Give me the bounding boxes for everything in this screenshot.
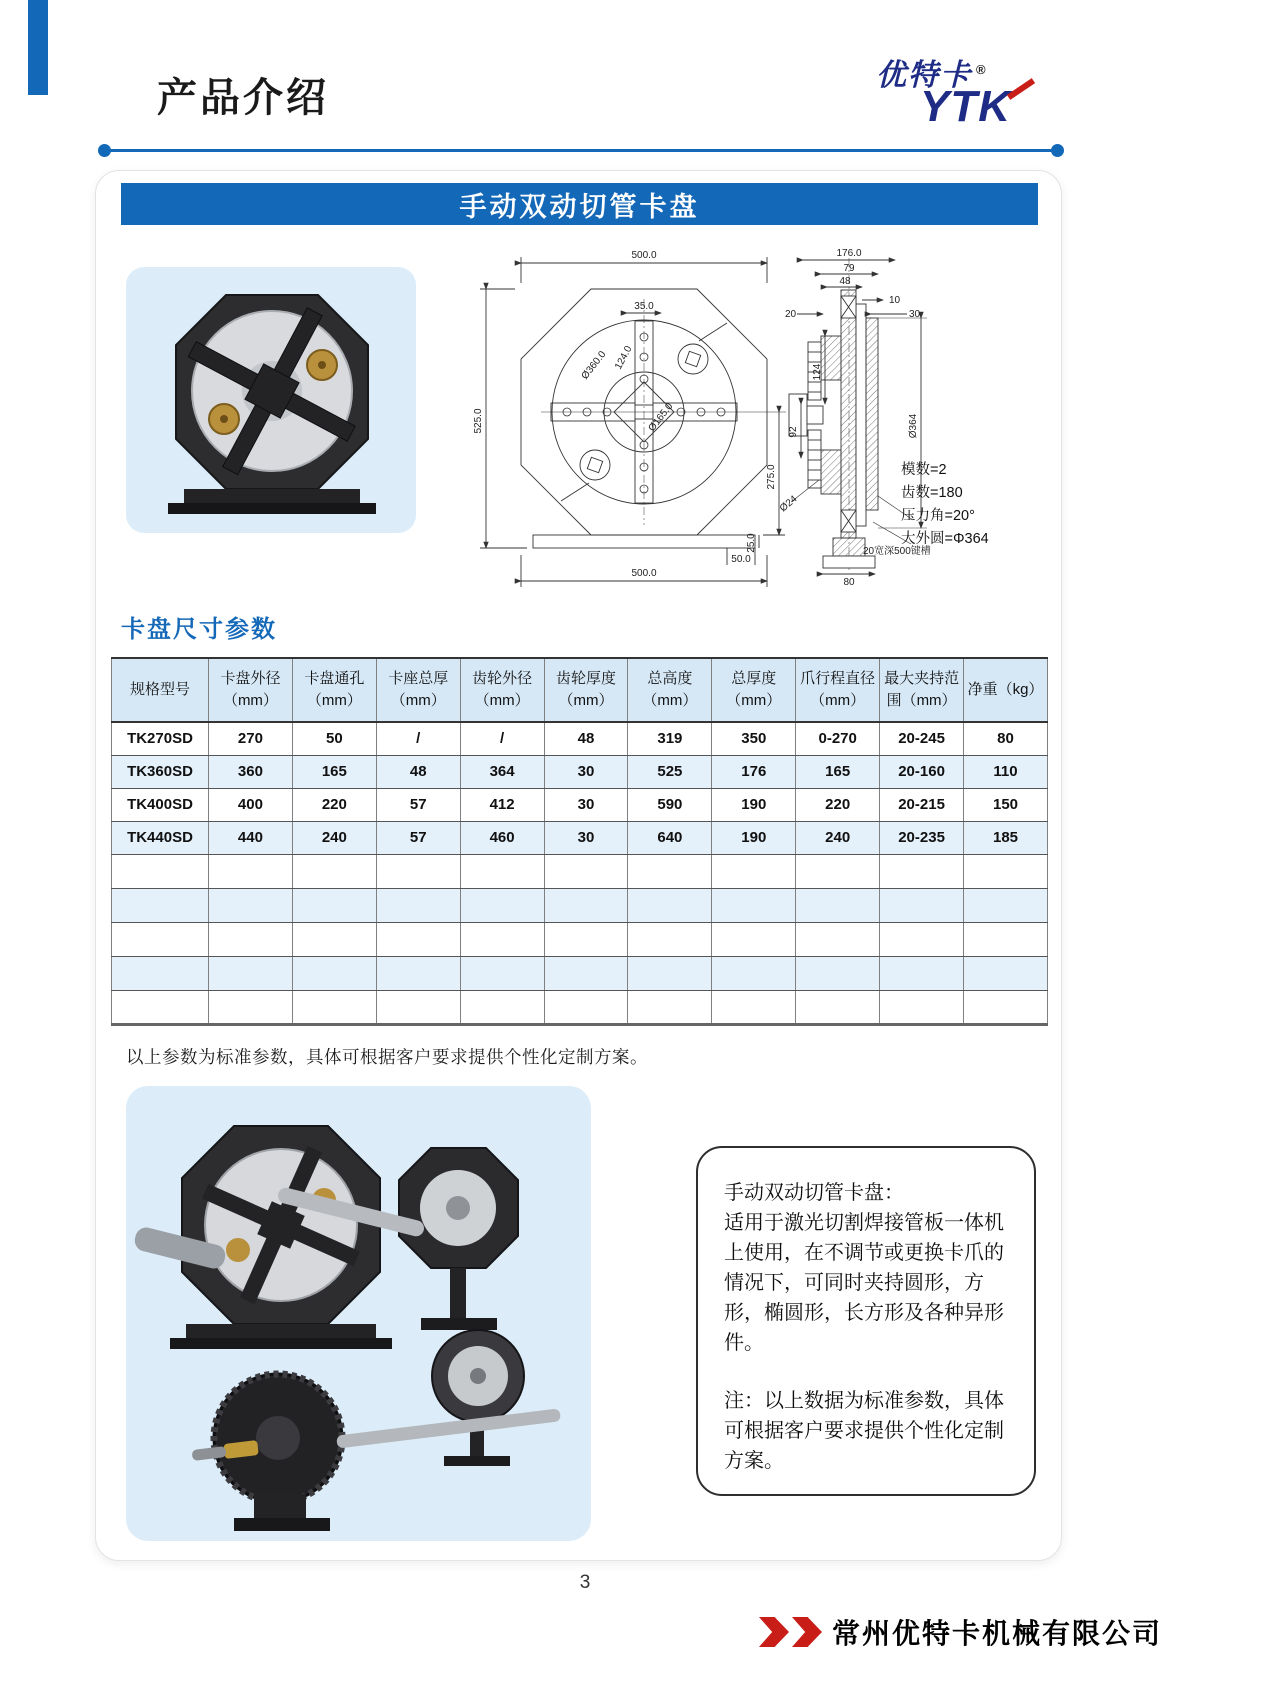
table-cell: TK360SD: [112, 755, 209, 788]
empty-cell: [112, 956, 209, 990]
column-header: 规格型号: [112, 658, 209, 722]
table-cell: 364: [460, 755, 544, 788]
table-cell: 50: [292, 722, 376, 755]
svg-text:124: 124: [812, 363, 823, 381]
empty-cell: [796, 956, 880, 990]
empty-cell: [880, 956, 964, 990]
table-cell: TK440SD: [112, 821, 209, 854]
empty-row: [112, 956, 1048, 990]
svg-text:压力角=20°: 压力角=20°: [901, 508, 975, 524]
empty-cell: [460, 888, 544, 922]
brand-name-en: YTK: [920, 82, 1030, 132]
empty-cell: [880, 888, 964, 922]
empty-cell: [712, 854, 796, 888]
empty-cell: [376, 888, 460, 922]
assembly-illustration: [126, 1086, 591, 1541]
empty-cell: [376, 922, 460, 956]
description-note: 注：以上数据为标准参数，具体可根据客户要求提供个性化定制方案。: [724, 1390, 1004, 1472]
empty-cell: [209, 888, 293, 922]
svg-text:79: 79: [843, 263, 855, 274]
table-cell: /: [376, 722, 460, 755]
empty-cell: [712, 922, 796, 956]
empty-cell: [712, 888, 796, 922]
spec-table-body: [112, 722, 1048, 1024]
svg-text:30: 30: [909, 309, 921, 320]
table-cell: 640: [628, 821, 712, 854]
svg-text:齿数=180: 齿数=180: [901, 485, 963, 501]
empty-cell: [712, 990, 796, 1024]
svg-text:80: 80: [843, 577, 855, 588]
empty-cell: [544, 922, 628, 956]
table-cell: 190: [712, 821, 796, 854]
company-name: 常州优特卡机械有限公司: [831, 1618, 1162, 1649]
svg-text:10: 10: [889, 295, 901, 306]
empty-cell: [460, 854, 544, 888]
empty-row: [112, 854, 1048, 888]
empty-cell: [292, 888, 376, 922]
empty-cell: [292, 854, 376, 888]
svg-text:50.0: 50.0: [731, 554, 751, 565]
empty-cell: [112, 888, 209, 922]
svg-text:35.0: 35.0: [634, 301, 654, 312]
empty-row: [112, 888, 1048, 922]
divider-dot-left: [98, 144, 111, 157]
empty-cell: [292, 956, 376, 990]
svg-text:大外圆=Φ364: 大外圆=Φ364: [901, 531, 989, 547]
svg-text:Ø165.0: Ø165.0: [646, 401, 676, 434]
table-cell: 220: [796, 788, 880, 821]
svg-text:20: 20: [785, 309, 797, 320]
table-cell: 57: [376, 788, 460, 821]
table-cell: 110: [964, 755, 1048, 788]
table-cell: 20-245: [880, 722, 964, 755]
empty-cell: [880, 854, 964, 888]
svg-text:模数=2: 模数=2: [901, 462, 947, 478]
table-cell: 30: [544, 821, 628, 854]
spec-table: [111, 657, 1048, 1026]
table-cell: 48: [376, 755, 460, 788]
spec-table-header-row: [112, 658, 1048, 722]
empty-cell: [209, 956, 293, 990]
empty-cell: [628, 888, 712, 922]
table-cell: 270: [209, 722, 293, 755]
empty-cell: [292, 990, 376, 1024]
table-cell: 165: [796, 755, 880, 788]
table-cell: 185: [964, 821, 1048, 854]
table-row: [112, 821, 1048, 854]
svg-text:Ø24: Ø24: [777, 493, 800, 515]
empty-cell: [544, 888, 628, 922]
empty-cell: [796, 922, 880, 956]
table-cell: 48: [544, 722, 628, 755]
column-header: 净重（kg）: [964, 658, 1048, 722]
product-photo-assembly: [126, 1086, 591, 1541]
section-title: 卡盘尺寸参数: [121, 616, 277, 643]
table-cell: 525: [628, 755, 712, 788]
double-chevron-icon: [759, 1617, 822, 1647]
empty-cell: [964, 990, 1048, 1024]
description-title: 手动双动切管卡盘：: [724, 1182, 904, 1204]
table-cell: 20-235: [880, 821, 964, 854]
empty-cell: [796, 990, 880, 1024]
empty-cell: [964, 922, 1048, 956]
table-cell: 350: [712, 722, 796, 755]
table-cell: 30: [544, 788, 628, 821]
empty-cell: [376, 854, 460, 888]
table-cell: 319: [628, 722, 712, 755]
content-card: [95, 170, 1062, 1561]
svg-text:Ø364: Ø364: [908, 413, 919, 439]
chuck-photo-illustration: [126, 267, 416, 533]
description-body: 适用于激光切割焊接管板一体机上使用，在不调节或更换卡爪的情况下，可同时夹持圆形，方形，椭圆形，长方形及各种异形件。: [724, 1212, 1004, 1354]
column-header: 齿轮外径（mm）: [460, 658, 544, 722]
page-number: 3: [579, 1572, 591, 1593]
empty-cell: [628, 990, 712, 1024]
table-note: 以上参数为标准参数，具体可根据客户要求提供个性化定制方案。: [126, 1047, 648, 1067]
svg-text:20宽深500键槽: 20宽深500键槽: [863, 546, 931, 557]
table-cell: 440: [209, 821, 293, 854]
empty-row: [112, 990, 1048, 1024]
table-cell: 30: [544, 755, 628, 788]
table-cell: 220: [292, 788, 376, 821]
column-header: 卡座总厚（mm）: [376, 658, 460, 722]
empty-cell: [209, 990, 293, 1024]
empty-cell: [964, 888, 1048, 922]
svg-text:176.0: 176.0: [836, 248, 862, 259]
svg-text:48: 48: [839, 276, 851, 287]
table-row: [112, 722, 1048, 755]
empty-cell: [880, 990, 964, 1024]
empty-cell: [880, 922, 964, 956]
empty-cell: [376, 956, 460, 990]
table-cell: 460: [460, 821, 544, 854]
column-header: 总高度（mm）: [628, 658, 712, 722]
column-header: 总厚度（mm）: [712, 658, 796, 722]
table-cell: 57: [376, 821, 460, 854]
table-cell: 176: [712, 755, 796, 788]
empty-cell: [460, 990, 544, 1024]
empty-cell: [112, 854, 209, 888]
empty-cell: [544, 854, 628, 888]
table-cell: 412: [460, 788, 544, 821]
product-banner: 手动双动切管卡盘: [121, 183, 1038, 225]
svg-text:500.0: 500.0: [631, 250, 657, 261]
column-header: 卡盘外径（mm）: [209, 658, 293, 722]
table-cell: 240: [796, 821, 880, 854]
empty-cell: [796, 854, 880, 888]
empty-cell: [964, 854, 1048, 888]
empty-cell: [209, 854, 293, 888]
page-title: 产品介绍: [157, 76, 329, 120]
table-cell: 150: [964, 788, 1048, 821]
table-cell: 20-160: [880, 755, 964, 788]
empty-row: [112, 922, 1048, 956]
column-header: 最大夹持范围（mm）: [880, 658, 964, 722]
svg-text:500.0: 500.0: [631, 568, 657, 579]
empty-cell: [460, 956, 544, 990]
empty-cell: [964, 956, 1048, 990]
header-divider: [100, 149, 1062, 152]
svg-text:Ø360.0: Ø360.0: [579, 349, 609, 382]
table-cell: 240: [292, 821, 376, 854]
description-gap: [724, 1358, 1010, 1386]
table-row: [112, 788, 1048, 821]
empty-cell: [112, 922, 209, 956]
svg-text:525.0: 525.0: [473, 408, 484, 434]
empty-cell: [796, 888, 880, 922]
empty-cell: [628, 854, 712, 888]
table-cell: 400: [209, 788, 293, 821]
svg-text:275.0: 275.0: [766, 464, 777, 490]
column-header: 爪行程直径（mm）: [796, 658, 880, 722]
registered-trademark-icon: ®: [976, 62, 988, 77]
table-cell: 165: [292, 755, 376, 788]
svg-text:25.0: 25.0: [746, 533, 757, 553]
empty-cell: [544, 956, 628, 990]
table-cell: 0-270: [796, 722, 880, 755]
table-cell: 190: [712, 788, 796, 821]
table-cell: /: [460, 722, 544, 755]
table-cell: 360: [209, 755, 293, 788]
empty-cell: [209, 922, 293, 956]
empty-cell: [712, 956, 796, 990]
table-cell: 20-215: [880, 788, 964, 821]
table-cell: TK270SD: [112, 722, 209, 755]
technical-drawing-side: [761, 244, 1031, 589]
table-cell: 80: [964, 722, 1048, 755]
product-photo-front: [126, 267, 416, 533]
table-cell: TK400SD: [112, 788, 209, 821]
empty-cell: [628, 922, 712, 956]
table-cell: 590: [628, 788, 712, 821]
column-header: 齿轮厚度（mm）: [544, 658, 628, 722]
empty-cell: [376, 990, 460, 1024]
empty-cell: [292, 922, 376, 956]
svg-text:92: 92: [788, 426, 799, 438]
divider-dot-right: [1051, 144, 1064, 157]
empty-cell: [628, 956, 712, 990]
empty-cell: [112, 990, 209, 1024]
product-description: [696, 1146, 1036, 1496]
empty-cell: [544, 990, 628, 1024]
table-row: [112, 755, 1048, 788]
brand-logo: [876, 50, 1036, 140]
svg-text:124.0: 124.0: [613, 344, 635, 372]
brand-name-cn: 优特卡 ®: [876, 59, 988, 92]
accent-stripe: [28, 0, 48, 95]
column-header: 卡盘通孔（mm）: [292, 658, 376, 722]
empty-cell: [460, 922, 544, 956]
technical-drawing-front: [441, 239, 791, 621]
footer-company: [759, 1612, 1162, 1652]
